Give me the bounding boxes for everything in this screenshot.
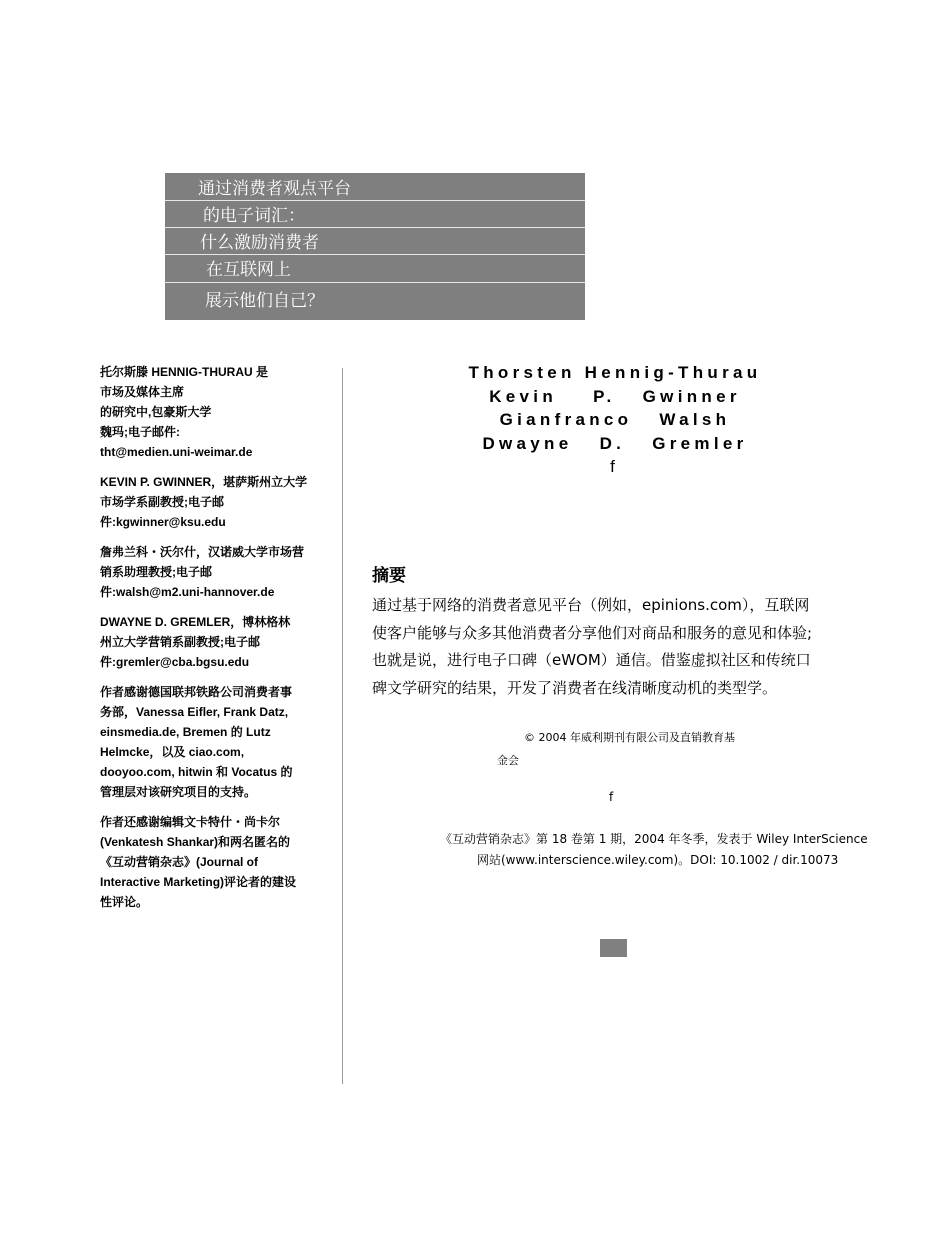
note-line: 务部，Vanessa Eifler, Frank Datz, [100,705,289,719]
author-list [370,361,860,479]
note-line: 作者感谢德国联邦铁路公司消费者事 [100,685,293,699]
note-line: einsmedia.de, Bremen 的 Lutz [100,725,271,739]
title-separator [165,200,585,201]
note-line: 性评论。 [100,895,149,909]
copyright-line-1: © 2004 年威利期刊有限公司及直销教育基 [524,731,735,744]
page-marker-box [600,939,627,957]
note-line: 管理层对该研究项目的支持。 [100,785,257,799]
author-note-4 [100,612,322,672]
title-separator [165,227,585,228]
author-name: Thorsten Hennig-Thurau [468,363,762,382]
note-line: 魏玛;电子邮件: [100,425,180,439]
note-line: Interactive Marketing)评论者的建设 [100,875,297,889]
title-line-4: 在互联网上 [206,260,291,280]
abstract-line: 碑文学研究的结果，开发了消费者在线清晰度动机的类型学。 [372,678,778,697]
abstract-line: 通过基于网络的消费者意见平台（例如，epinions.com），互联网 [372,596,810,614]
author-notes [100,362,322,922]
note-line: 的研究中,包豪斯大学 [100,405,212,419]
note-line: 市场学系副教授;电子邮 [100,495,224,509]
note-line: KEVIN P. GWINNER，堪萨斯州立大学 [100,475,308,489]
note-email: 件:walsh@m2.uni-hannover.de [100,585,275,599]
author-note-2 [100,472,322,532]
note-line: 销系助理教授;电子邮 [100,565,212,579]
citation-line-1: 《互动营销杂志》第 18 卷第 1 期，2004 年冬季，发表于 Wiley InterScience [440,832,868,846]
abstract-body [372,592,850,702]
title-box [165,173,585,320]
abstract-line: 使客户能够与众多其他消费者分享他们对商品和服务的意见和体验; [372,623,813,642]
title-separator [165,254,585,255]
title-separator [165,282,585,283]
note-line: 詹弗兰科・沃尔什，汉诺威大学市场营 [100,545,305,559]
column-divider [342,368,343,1084]
title-line-3: 什么激励消费者 [200,233,319,253]
note-email: 件:gremler@cba.bgsu.edu [100,655,250,669]
title-line-1: 通过消费者观点平台 [198,179,351,199]
title-line-2: 的电子词汇： [203,206,305,226]
acknowledgement-2 [100,812,322,912]
author-name: Dwayne D. Gremler [482,433,748,453]
author-name: Kevin P. Gwinner [489,386,741,406]
note-line: 《互动营销杂志》(Journal of [100,855,258,869]
note-line: 作者还感谢编辑文卡特什・尚卡尔 [100,815,281,829]
copyright-line-2: 金会 [497,754,519,767]
author-name: Gianfranco Walsh [499,410,731,429]
note-line: dooyoo.com, hitwin 和 Vocatus 的 [100,765,293,779]
footnote-mark-2: f [609,790,614,804]
note-line: 托尔斯滕 HENNIG-THURAU 是 [100,365,268,379]
note-line: Helmcke，以及 ciao.com, [100,745,245,759]
citation-line-2: 网站(www.interscience.wiley.com)。DOI: 10.1002 / dir.10073 [477,853,839,867]
note-email: 件:kgwinner@ksu.edu [100,515,226,529]
author-note-1 [100,362,322,462]
note-line: DWAYNE D. GREMLER，博林格林 [100,615,291,629]
abstract-line: 也就是说，进行电子口碑（eWOM）通信。借鉴虚拟社区和传统口 [372,651,811,669]
note-line: 市场及媒体主席 [100,385,185,399]
acknowledgement-1 [100,682,322,802]
author-note-3 [100,542,322,602]
note-line: (Venkatesh Shankar)和两名匿名的 [100,835,291,849]
footnote-mark: f [610,457,615,476]
note-line: 州立大学营销系副教授;电子邮 [100,635,260,649]
title-line-5: 展示他们自己？ [205,291,324,311]
note-email: tht@medien.uni-weimar.de [100,445,253,459]
abstract-heading: 摘要 [372,566,406,586]
